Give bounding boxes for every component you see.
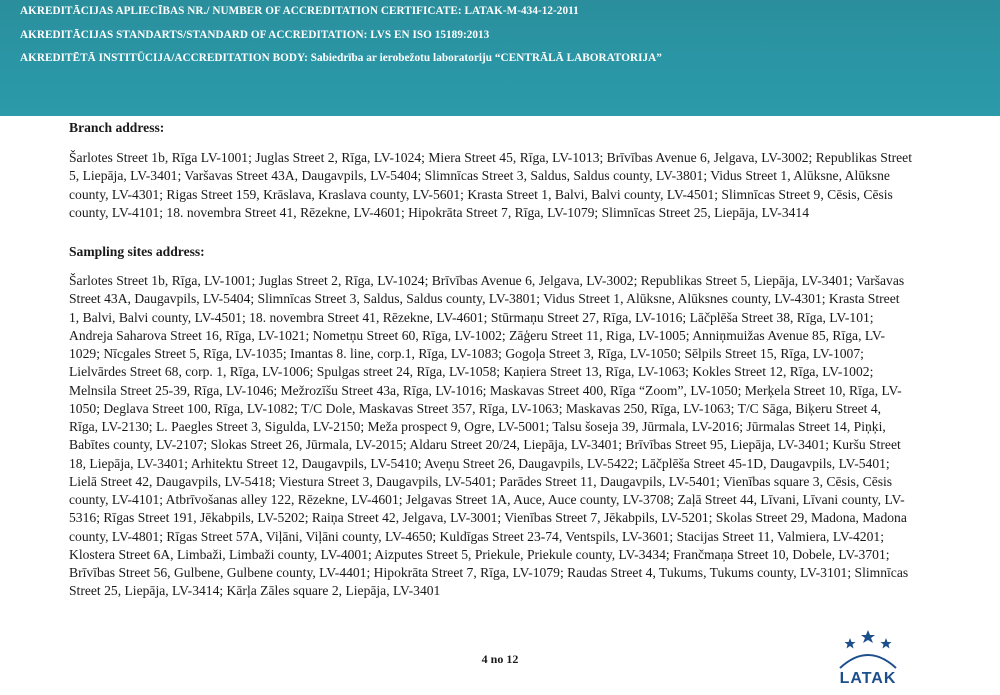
latak-logo-graphic [820, 628, 916, 690]
latak-logo [820, 628, 916, 690]
stars-icon [845, 630, 892, 649]
header-banner [0, 0, 1000, 116]
branch-address-text: Šarlotes Street 1b, Rīga LV-1001; Juglas Street 2, Rīga, LV-1024; Miera Street 45, Rīga, LV-1013; Brīvības Avenue 6, Jelgava, LV-3002; Republikas Street 5, Liepāja, LV-3401; Varšavas Street 43A, Daugavpils, LV-5404; Slimnīcas Street 3, Saldus, Saldus county, LV-3801; Vidus Street 1, Alūksne, Alūksne county, LV-4301; Rigas Street 159, Krāslava, Kraslava county, LV-5601; Krasta Street 1, Balvi, Balvi county, LV-4501; Slimnīcas Street 9, Cēsis, Cēsis county, LV-4101; 18. novembra Street 41, Rēzekne, LV-4601; Hipokrāta Street 7, Rīga, LV-1079; Slimnīcas Street 25, Liepāja, LV-3414 [69, 150, 912, 220]
accreditation-standard-line: AKREDITĀCIJAS STANDARTS/STANDARD OF ACCREDITATION: LVS EN ISO 15189:2013 [20, 29, 490, 41]
accreditation-body-value: Sabiedrība ar ierobežotu laboratoriju “CENTRĀLĀ LABORATORIJA” [307, 52, 662, 64]
latak-logo-text: LATAK [839, 670, 897, 687]
accreditation-body-line [20, 52, 662, 64]
branch-address-title: Branch address: [69, 120, 165, 135]
sampling-sites-text: Šarlotes Street 1b, Rīga, LV-1001; Juglas Street 2, Rīga, LV-1024; Brīvības Avenue 6, Jelgava, LV-3002; Republikas Street 5, Liepāja, LV-3401; Varšavas Street 43A, Daugavpils, LV-5404; Slimnīcas Street 3, Saldus, Saldus county, LV-3801; Vidus Street 1, Alūksne, Alūksnes county, LV-4301; Krasta Street 1, Balvi, Balvi county, LV-4501; 18. novembra Street 41, Rēzekne, LV-4601; Stūrmaņu Street 27, Rīga, LV-1016; Lāčplēša Street 38, Rīga, LV-101; Andreja Saharova Street 16, Rīga, LV-1021; Nometņu Street 60, Rīga, LV-1002; Zāģeru Street 11, Riga, LV-1005; Anniņmuižas Avenue 85, Rīga, LV-1029; Nīcgales Street 5, Rīga, LV-1035; Imantas 8. line, corp.1, Rīga, LV-1083; Gogoļa Street 3, Rīga, LV-1050; Sēlpils Street 15, Rīga, LV-1007; Lielvārdes Street 68, corp. 1, Rīga, LV-1006; Spulgas street 24, Rīga, LV-1058; Kaņiera Street 13, Rīga, LV-1063; Kokles Street 12, Rīga, LV-1002; Melnsila Street 25-39, Rīga, LV-1046; Mežrozīšu Street 43a, Rīga, LV-1016; Maskavas Street 400, Rīga “Zoom”, LV-1050; Merķela Street 10, Rīga, LV-1050; Deglava Street 100, Rīga, LV-1082; T/C Dole, Maskavas Street 357, Rīga, LV-1063; Maskavas 250, Rīga, LV-1063; T/C Sāga, Biķeru Street 4, Rīga, LV-2130; L. Paegles Street 3, Sigulda, LV-2150; Meža prospect 9, Ogre, LV-5001; Talsu šoseja 39, Jūrmala, LV-2016; Jūrmalas Street 14, Piņķi, Babītes county, LV-2107; Slokas Street 26, Jūrmala, LV-2015; Aldaru Street 20/24, Liepāja, LV-3401; Brīvības Street 95, Liepāja, LV-3401; Kuršu Street 18, Liepāja, LV-3401; Arhitektu Street 12, Daugavpils, LV-5410; Aveņu Street 26, Daugavpils, LV-5422; Lāčplēša Street 45-1D, Daugavpils, LV-5401; Lielā Street 42, Daugavpils, LV-5418; Viestura Street 3, Daugavpils, LV-5401; Parādes Street 11, Daugavpils, LV-5401; Vienības square 3, Cēsis, Cēsis county, LV-4101; Atbrīvošanas alley 122, Rēzekne, LV-4601; Jelgavas Street 1A, Auce, Auce county, LV-3708; Zaļā Street 44, Līvani, Līvani county, LV-5316; Rīgas Street 191, Jēkabpils, LV-5202; Raiņa Street 42, Jelgava, LV-3001; Vienības Street 7, Jēkabpils, LV-5201; Skolas Street 29, Madona, Madona county, LV-4801; Rīgas Street 57A, Viļāni, Viļāni county, LV-4650; Kuldīgas Street 23-74, Ventspils, LV-3601; Stacijas Street 11, Valmiera, LV-4201; Klostera Street 6A, Limbaži, Limbaži county, LV-4001; Aizputes Street 5, Priekule, Priekule county, LV-3434; Frančmaņa Street 10, Dobele, LV-3701; Brīvības Street 56, Gulbene, Gulbene county, LV-4401; Hipokrāta Street 7, Rīga, LV-1079; Raudas Street 4, Tukums, Tukums county, LV-3101; Slimnīcas Street 25, Liepāja, LV-3414; Kārļa Zāles square 2, Liepāja, LV-3401 [69, 273, 909, 599]
sampling-sites-title: Sampling sites address: [69, 244, 205, 259]
page-current: 4 [481, 652, 488, 666]
page-total: 12 [506, 652, 519, 666]
page-separator: no [487, 652, 507, 666]
certificate-number-line: AKREDITĀCIJAS APLIECĪBAS NR./ NUMBER OF ACCREDITATION CERTIFICATE: LATAK-M-434-12-2011 [20, 5, 579, 17]
accreditation-body-label: AKREDITĒTĀ INSTITŪCIJA/ACCREDITATION BODY: [20, 52, 308, 64]
